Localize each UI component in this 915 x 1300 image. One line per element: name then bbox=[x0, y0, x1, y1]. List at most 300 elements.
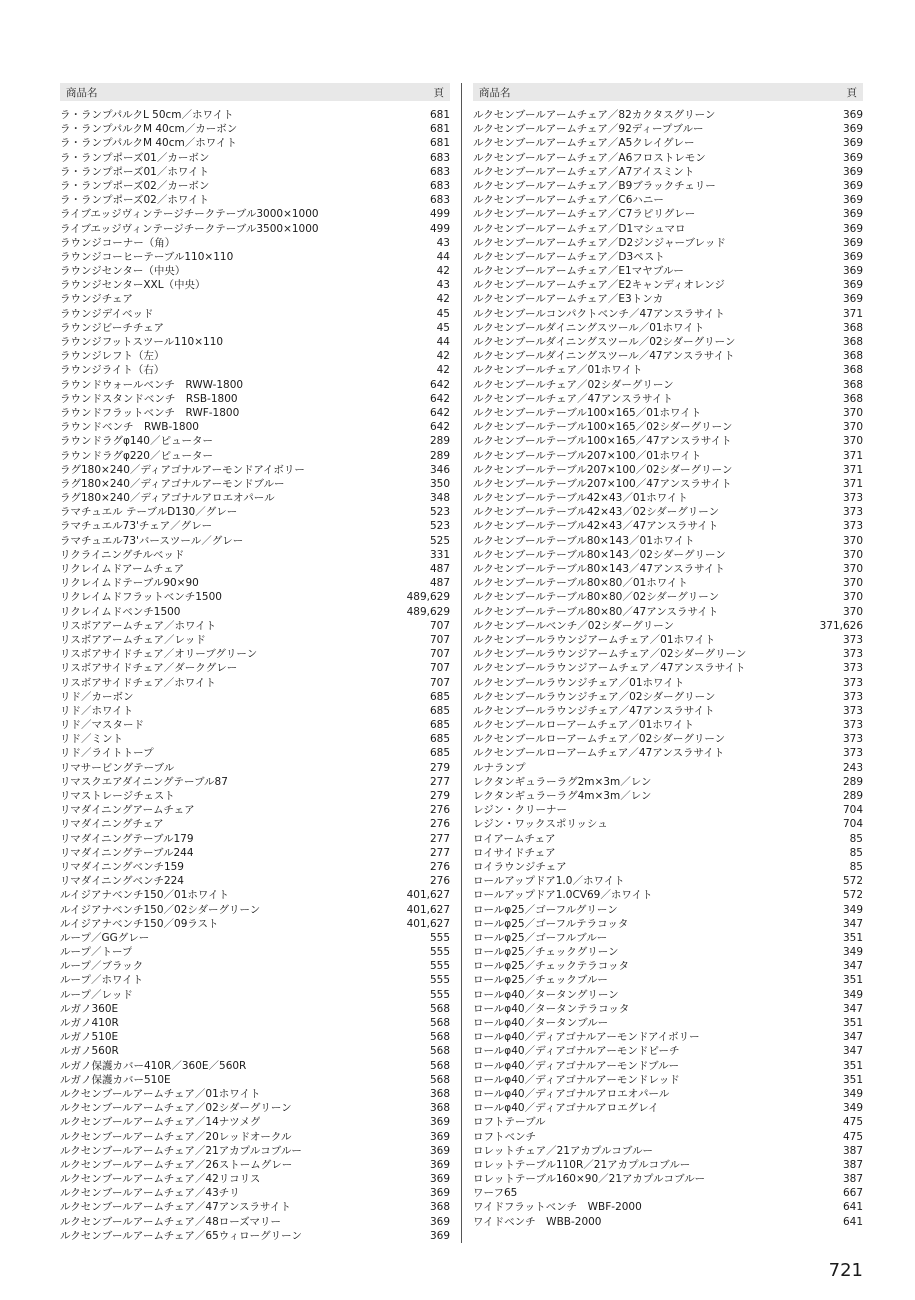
entry-name: ルクセンブールアームチェア／C6ハニー bbox=[473, 194, 664, 207]
index-entry bbox=[60, 477, 450, 491]
entry-page: 568 bbox=[429, 1073, 450, 1086]
index-entry bbox=[473, 463, 863, 477]
entry-page: 351 bbox=[842, 931, 863, 944]
entry-name: ルクセンブールラウンジチェア／01ホワイト bbox=[473, 676, 685, 689]
index-entry bbox=[60, 335, 450, 349]
entry-page: 349 bbox=[842, 1087, 863, 1100]
entry-page: 568 bbox=[429, 1045, 450, 1058]
index-entry bbox=[473, 746, 863, 760]
index-entry bbox=[473, 1215, 863, 1229]
index-entry bbox=[473, 151, 863, 165]
index-entry bbox=[60, 846, 450, 860]
entry-page: 683 bbox=[429, 179, 450, 192]
index-entry bbox=[60, 1130, 450, 1144]
entry-name: ロールφ25／チェックブルー bbox=[473, 974, 608, 987]
entry-page: 43 bbox=[436, 236, 450, 249]
entry-name: ループ／ブラック bbox=[60, 960, 144, 973]
entry-name: ラウンドラグφ140／ピューター bbox=[60, 435, 213, 448]
entry-page: 369 bbox=[429, 1187, 450, 1200]
entry-page: 555 bbox=[429, 960, 450, 973]
entry-page: 568 bbox=[429, 1059, 450, 1072]
index-entry bbox=[473, 179, 863, 193]
index-entry bbox=[60, 718, 450, 732]
index-entry bbox=[60, 676, 450, 690]
entry-name: リマダイニングチェア bbox=[60, 818, 164, 831]
page-header: 頁 bbox=[846, 86, 857, 99]
entry-name: レクタンギュラーラグ2m×3m／レン bbox=[473, 775, 652, 788]
entry-page: 401,627 bbox=[406, 917, 450, 930]
entry-name: ルクセンブールアームチェア／02シダーグリーン bbox=[60, 1102, 292, 1115]
entry-name: ルクセンブールダイニングスツール／47アンスラサイト bbox=[473, 350, 735, 363]
index-entry bbox=[60, 661, 450, 675]
index-entry bbox=[473, 1087, 863, 1101]
entry-name: ルクセンブールテーブル42×43／02シダーグリーン bbox=[473, 506, 720, 519]
entry-name: リスボアサイドチェア／ダークグレー bbox=[60, 662, 238, 675]
index-entry bbox=[473, 1115, 863, 1129]
entry-name: ルクセンブールテーブル207×100／02シダーグリーン bbox=[473, 463, 733, 476]
index-entry bbox=[473, 264, 863, 278]
index-entry bbox=[60, 463, 450, 477]
entry-name: ロールアップドア1.0CV69／ホワイト bbox=[473, 889, 653, 902]
index-entry bbox=[473, 307, 863, 321]
entry-name: ラウンドラグφ220／ピューター bbox=[60, 449, 213, 462]
entry-page: 642 bbox=[429, 392, 450, 405]
entry-name: ルクセンブールアームチェア／26ストームグレー bbox=[60, 1158, 293, 1171]
entry-page: 572 bbox=[842, 875, 863, 888]
entry-name: ルクセンブールダイニングスツール／02シダーグリーン bbox=[473, 336, 736, 348]
entry-name: ロールφ40／タータンテラコッタ bbox=[473, 1002, 630, 1015]
index-entry bbox=[473, 817, 863, 831]
entry-name: ルナランプ bbox=[473, 761, 526, 774]
entry-name: ロールφ25／ゴーフルブルー bbox=[473, 931, 608, 944]
index-entry bbox=[473, 903, 863, 917]
index-entry bbox=[473, 704, 863, 718]
entry-page: 368 bbox=[842, 321, 863, 334]
entry-name: ラグ180×240／ディアゴナルアーモンドブルー bbox=[60, 477, 285, 490]
entry-name: ラウンドウォールベンチ RWW-1800 bbox=[60, 378, 244, 391]
index-entry bbox=[473, 406, 863, 420]
index-entry bbox=[473, 860, 863, 874]
entry-page: 370 bbox=[842, 435, 863, 448]
entry-page: 525 bbox=[429, 534, 450, 547]
entry-name: ロールφ40／ディアゴナルアーモンドブルー bbox=[473, 1059, 680, 1072]
entry-name: ルクセンブールテーブル80×143／01ホワイト bbox=[473, 534, 695, 547]
entry-name: ルクセンブールアームチェア／21アカプルコブルー bbox=[60, 1144, 302, 1157]
index-entry bbox=[60, 548, 450, 562]
entry-page: 279 bbox=[429, 761, 450, 774]
index-entry bbox=[60, 406, 450, 420]
entry-name: ワイドフラットベンチ WBF-2000 bbox=[473, 1201, 642, 1214]
entry-name: ルクセンブールアームチェア／43チリ bbox=[60, 1187, 240, 1200]
entry-name: ルクセンブールアームチェア／48ローズマリー bbox=[60, 1215, 282, 1228]
entry-page: 351 bbox=[842, 1073, 863, 1086]
entry-page: 373 bbox=[842, 747, 863, 760]
entry-page: 368 bbox=[842, 378, 863, 391]
index-entry bbox=[473, 250, 863, 264]
index-entry bbox=[60, 165, 450, 179]
entry-name: ルクセンブールテーブル80×80／01ホワイト bbox=[473, 577, 688, 590]
entry-page: 289 bbox=[429, 449, 450, 462]
entry-page: 370 bbox=[842, 577, 863, 590]
entry-name: ルガノ360E bbox=[60, 1002, 119, 1015]
entry-name: ルクセンブールテーブル100×165／01ホワイト bbox=[473, 406, 702, 419]
entry-name: ルクセンブールアームチェア／92ディープブルー bbox=[473, 123, 704, 136]
entry-page: 348 bbox=[429, 492, 450, 505]
entry-page: 555 bbox=[429, 946, 450, 959]
index-entry bbox=[473, 321, 863, 335]
entry-page: 499 bbox=[429, 222, 450, 235]
index-entry bbox=[473, 959, 863, 973]
entry-page: 351 bbox=[842, 974, 863, 987]
entry-name: ラウンジライト（右） bbox=[60, 364, 165, 377]
entry-name: レクタンギュラーラグ4m×3m／レン bbox=[473, 790, 652, 802]
entry-page: 369 bbox=[842, 137, 863, 150]
index-entry bbox=[473, 690, 863, 704]
entry-page: 369 bbox=[429, 1116, 450, 1129]
entry-name: ロレットテーブル110R／21アカプルコブルー bbox=[473, 1158, 691, 1171]
entry-page: 373 bbox=[842, 733, 863, 746]
entry-name: ルクセンブールテーブル80×80／47アンスラサイト bbox=[473, 605, 719, 618]
index-entry bbox=[473, 534, 863, 548]
index-entry bbox=[60, 236, 450, 250]
entry-name: ルガノ510E bbox=[60, 1031, 119, 1044]
entry-name: ルクセンブールアームチェア／E1マヤブルー bbox=[473, 265, 684, 278]
entry-name: リクレイムドテーブル90×90 bbox=[60, 577, 199, 590]
index-entry bbox=[60, 959, 450, 973]
index-entry bbox=[473, 278, 863, 292]
index-entry bbox=[60, 1101, 450, 1115]
entry-page: 707 bbox=[429, 662, 450, 675]
entry-name: ルクセンブールローアームチェア／01ホワイト bbox=[473, 719, 694, 732]
index-entry bbox=[473, 789, 863, 803]
entry-page: 276 bbox=[429, 860, 450, 873]
index-entry bbox=[473, 378, 863, 392]
index-entry bbox=[473, 832, 863, 846]
entry-name: ラ・ランプパルクM 40cm／ホワイト bbox=[60, 137, 237, 150]
entry-name: ルクセンブールテーブル207×100／47アンスラサイト bbox=[473, 477, 732, 490]
entry-name: リクレイムドフラットベンチ1500 bbox=[60, 591, 222, 604]
entry-name: ラマチュエル73'バースツール／グレー bbox=[60, 534, 244, 547]
entry-page: 683 bbox=[429, 151, 450, 164]
entry-page: 370 bbox=[842, 534, 863, 547]
product-name-header: 商品名 bbox=[66, 86, 98, 99]
entry-page: 42 bbox=[436, 265, 450, 278]
entry-page: 45 bbox=[436, 307, 450, 320]
index-entry bbox=[60, 1186, 450, 1200]
index-entry bbox=[60, 321, 450, 335]
entry-name: ルクセンブールテーブル207×100／01ホワイト bbox=[473, 449, 702, 462]
entry-name: ルクセンブールアームチェア／A7アイスミント bbox=[473, 165, 695, 178]
entry-page: 45 bbox=[436, 321, 450, 334]
entry-page: 368 bbox=[842, 336, 863, 348]
entry-name: ルクセンブールチェア／01ホワイト bbox=[473, 364, 643, 377]
index-entry bbox=[473, 775, 863, 789]
entry-name: ルクセンブールローアームチェア／02シダーグリーン bbox=[473, 733, 726, 746]
entry-name: ルクセンブールアームチェア／20レッドオークル bbox=[60, 1130, 292, 1143]
entry-page: 331 bbox=[429, 548, 450, 561]
index-entry bbox=[60, 292, 450, 306]
index-entry bbox=[60, 931, 450, 945]
entry-name: ラウンジチェア bbox=[60, 293, 133, 306]
entry-page: 704 bbox=[842, 818, 863, 831]
entry-page: 572 bbox=[842, 889, 863, 902]
entry-page: 681 bbox=[429, 137, 450, 150]
index-entry bbox=[60, 690, 450, 704]
entry-page: 276 bbox=[429, 804, 450, 817]
index-entry bbox=[473, 193, 863, 207]
entry-page: 683 bbox=[429, 165, 450, 178]
entry-name: ライブエッジヴィンテージチークテーブル3000×1000 bbox=[60, 208, 319, 221]
entry-page: 371,626 bbox=[819, 619, 863, 632]
entry-name: リド／ライトトープ bbox=[60, 747, 154, 760]
index-entry bbox=[473, 392, 863, 406]
index-entry bbox=[60, 449, 450, 463]
entry-page: 277 bbox=[429, 832, 450, 845]
index-entry bbox=[60, 151, 450, 165]
index-entry bbox=[473, 449, 863, 463]
index-entry bbox=[473, 1073, 863, 1087]
index-entry bbox=[60, 250, 450, 264]
index-entry bbox=[60, 491, 450, 505]
entry-page: 387 bbox=[842, 1158, 863, 1171]
entry-name: ルクセンブールアームチェア／01ホワイト bbox=[60, 1087, 261, 1100]
entry-name: ルクセンブールベンチ／02シダーグリーン bbox=[473, 619, 674, 632]
entry-page: 369 bbox=[429, 1158, 450, 1171]
entry-page: 351 bbox=[842, 1017, 863, 1029]
index-entry bbox=[60, 746, 450, 760]
entry-page: 685 bbox=[429, 690, 450, 703]
entry-name: ルクセンブールアームチェア／E3トンカ bbox=[473, 293, 664, 306]
index-entry bbox=[60, 1016, 450, 1030]
entry-name: ルクセンブールラウンジチェア／47アンスラサイト bbox=[473, 704, 715, 717]
entry-name: ロレットテーブル160×90／21アカプルコブルー bbox=[473, 1173, 706, 1186]
index-entry bbox=[473, 349, 863, 363]
entry-page: 277 bbox=[429, 775, 450, 788]
entry-name: ラマチュエル73'チェア／グレー bbox=[60, 520, 213, 533]
index-entry bbox=[473, 1186, 863, 1200]
index-entry bbox=[473, 136, 863, 150]
index-entry bbox=[473, 1200, 863, 1214]
entry-name: ルクセンブールラウンジアームチェア／47アンスラサイト bbox=[473, 662, 746, 675]
entry-name: ワーフ65 bbox=[473, 1187, 518, 1200]
index-entry bbox=[60, 761, 450, 775]
entry-name: ロールφ40／ディアゴナルアーモンドピーチ bbox=[473, 1045, 680, 1058]
entry-list bbox=[473, 108, 863, 1229]
index-entry bbox=[473, 1044, 863, 1058]
entry-name: ロフトテーブル bbox=[473, 1116, 546, 1129]
entry-page: 368 bbox=[429, 1087, 450, 1100]
product-name-header: 商品名 bbox=[479, 86, 511, 99]
index-entry bbox=[60, 122, 450, 136]
entry-name: ラウンジコーヒーテーブル110×110 bbox=[60, 250, 234, 263]
entry-page: 368 bbox=[429, 1102, 450, 1115]
entry-name: ループ／GGグレー bbox=[60, 931, 150, 944]
index-entry bbox=[60, 832, 450, 846]
index-entry bbox=[473, 803, 863, 817]
entry-name: ラグ180×240／ディアゴナルアロエオパール bbox=[60, 492, 275, 505]
index-entry bbox=[60, 1030, 450, 1044]
entry-page: 369 bbox=[842, 222, 863, 235]
entry-page: 289 bbox=[429, 435, 450, 448]
index-entry bbox=[473, 661, 863, 675]
index-entry bbox=[60, 179, 450, 193]
entry-name: ラウンジセンターXXL（中央） bbox=[60, 279, 206, 292]
entry-page: 369 bbox=[842, 165, 863, 178]
index-entry bbox=[473, 122, 863, 136]
entry-page: 371 bbox=[842, 477, 863, 490]
index-entry bbox=[60, 1200, 450, 1214]
index-entry bbox=[473, 590, 863, 604]
index-entry bbox=[60, 917, 450, 931]
entry-name: ロールφ40／ディアゴナルアロエオパール bbox=[473, 1087, 670, 1100]
entry-name: ルクセンブールダイニングスツール／01ホワイト bbox=[473, 321, 705, 334]
entry-page: 347 bbox=[842, 1045, 863, 1058]
index-entry bbox=[60, 1172, 450, 1186]
entry-name: ルガノ保護カバー510E bbox=[60, 1073, 171, 1086]
entry-name: ロールφ40／タータングリーン bbox=[473, 988, 619, 1001]
index-entry bbox=[473, 108, 863, 122]
index-entry bbox=[60, 874, 450, 888]
index-entry bbox=[60, 803, 450, 817]
entry-name: ラウンジビーチチェア bbox=[60, 321, 165, 334]
entry-name: ルガノ410R bbox=[60, 1017, 119, 1029]
index-entry bbox=[473, 1130, 863, 1144]
index-entry bbox=[60, 136, 450, 150]
entry-page: 487 bbox=[429, 577, 450, 590]
entry-name: ルクセンブールテーブル100×165／02シダーグリーン bbox=[473, 421, 733, 434]
index-entry bbox=[473, 165, 863, 179]
index-entry bbox=[473, 505, 863, 519]
entry-page: 642 bbox=[429, 378, 450, 391]
entry-name: ルクセンブールアームチェア／A6フロストレモン bbox=[473, 151, 706, 164]
entry-page: 347 bbox=[842, 960, 863, 973]
index-entry bbox=[473, 1158, 863, 1172]
index-entry bbox=[60, 619, 450, 633]
index-entry bbox=[60, 392, 450, 406]
entry-page: 368 bbox=[842, 364, 863, 377]
entry-name: ラウンジセンター（中央） bbox=[60, 265, 186, 278]
index-entry bbox=[60, 973, 450, 987]
entry-page: 370 bbox=[842, 548, 863, 561]
entry-name: リド／マスタード bbox=[60, 719, 144, 732]
entry-name: リマサービングテーブル bbox=[60, 761, 175, 774]
index-entry bbox=[473, 548, 863, 562]
page-number: 721 bbox=[828, 1260, 863, 1281]
index-entry bbox=[473, 718, 863, 732]
entry-page: 277 bbox=[429, 846, 450, 859]
index-entry bbox=[473, 1144, 863, 1158]
entry-name: リマストレージチェスト bbox=[60, 790, 175, 802]
entry-page: 489,629 bbox=[406, 591, 450, 604]
index-entry bbox=[473, 335, 863, 349]
index-entry bbox=[60, 1087, 450, 1101]
entry-name: ルクセンブールコンパクトベンチ／47アンスラサイト bbox=[473, 307, 725, 320]
entry-page: 373 bbox=[842, 676, 863, 689]
entry-page: 369 bbox=[842, 109, 863, 121]
index-entry bbox=[60, 1158, 450, 1172]
index-entry bbox=[473, 619, 863, 633]
entry-page: 373 bbox=[842, 506, 863, 519]
index-entry bbox=[60, 988, 450, 1002]
column-header bbox=[473, 83, 863, 101]
index-entry bbox=[473, 732, 863, 746]
index-entry bbox=[473, 562, 863, 576]
index-entry bbox=[60, 605, 450, 619]
entry-page: 642 bbox=[429, 421, 450, 434]
entry-page: 685 bbox=[429, 733, 450, 746]
entry-name: ルクセンブールチェア／02シダーグリーン bbox=[473, 378, 674, 391]
entry-name: ロールφ25／ゴーフルテラコッタ bbox=[473, 917, 629, 930]
entry-name: ルクセンブールアームチェア／D2ジンジャーブレッド bbox=[473, 236, 726, 249]
entry-name: ルクセンブールテーブル80×143／47アンスラサイト bbox=[473, 563, 725, 575]
entry-page: 85 bbox=[849, 832, 863, 845]
entry-page: 369 bbox=[842, 265, 863, 278]
entry-name: ラグ180×240／ディアゴナルアーモンドアイボリー bbox=[60, 463, 305, 476]
entry-page: 371 bbox=[842, 463, 863, 476]
index-entry bbox=[473, 292, 863, 306]
entry-page: 43 bbox=[436, 279, 450, 292]
index-entry bbox=[60, 222, 450, 236]
entry-page: 347 bbox=[842, 1002, 863, 1015]
index-entry bbox=[60, 1215, 450, 1229]
index-entry bbox=[60, 704, 450, 718]
entry-page: 42 bbox=[436, 350, 450, 363]
entry-name: ルクセンブールラウンジアームチェア／02シダーグリーン bbox=[473, 648, 747, 661]
entry-page: 707 bbox=[429, 619, 450, 632]
entry-name: レジン・クリーナー bbox=[473, 804, 567, 817]
entry-page: 555 bbox=[429, 988, 450, 1001]
entry-page: 369 bbox=[429, 1173, 450, 1186]
entry-page: 681 bbox=[429, 109, 450, 121]
entry-page: 347 bbox=[842, 1031, 863, 1044]
entry-page: 523 bbox=[429, 506, 450, 519]
index-entry bbox=[473, 874, 863, 888]
entry-page: 499 bbox=[429, 208, 450, 221]
entry-name: リクライニングチルベッド bbox=[60, 548, 185, 561]
entry-page: 475 bbox=[842, 1116, 863, 1129]
entry-name: ラウンドベンチ RWB-1800 bbox=[60, 421, 199, 434]
entry-name: リクレイムドアームチェア bbox=[60, 563, 185, 575]
entry-page: 369 bbox=[842, 123, 863, 136]
column-header bbox=[60, 83, 450, 101]
index-entry bbox=[60, 1229, 450, 1243]
entry-page: 369 bbox=[842, 279, 863, 292]
entry-name: ルクセンブールアームチェア／47アンスラサイト bbox=[60, 1201, 291, 1214]
entry-page: 487 bbox=[429, 563, 450, 575]
index-entry bbox=[60, 108, 450, 122]
entry-name: リド／カーボン bbox=[60, 690, 134, 703]
entry-name: ラウンジデイベッド bbox=[60, 307, 154, 320]
index-entry bbox=[473, 605, 863, 619]
index-entry bbox=[473, 236, 863, 250]
entry-page: 683 bbox=[429, 194, 450, 207]
index-entry bbox=[60, 434, 450, 448]
index-entry bbox=[60, 363, 450, 377]
entry-name: ラ・ランプポーズ02／ホワイト bbox=[60, 194, 210, 207]
index-entry bbox=[473, 973, 863, 987]
entry-name: リスボアサイドチェア／オリーブグリーン bbox=[60, 648, 258, 661]
entry-page: 243 bbox=[842, 761, 863, 774]
index-entry bbox=[60, 775, 450, 789]
index-entry bbox=[473, 647, 863, 661]
index-entry bbox=[473, 491, 863, 505]
index-entry bbox=[473, 1059, 863, 1073]
index-entry bbox=[473, 931, 863, 945]
index-entry bbox=[473, 207, 863, 221]
entry-page: 368 bbox=[842, 350, 863, 363]
index-entry bbox=[473, 434, 863, 448]
entry-name: ロールφ25／ゴーフルグリーン bbox=[473, 903, 618, 916]
